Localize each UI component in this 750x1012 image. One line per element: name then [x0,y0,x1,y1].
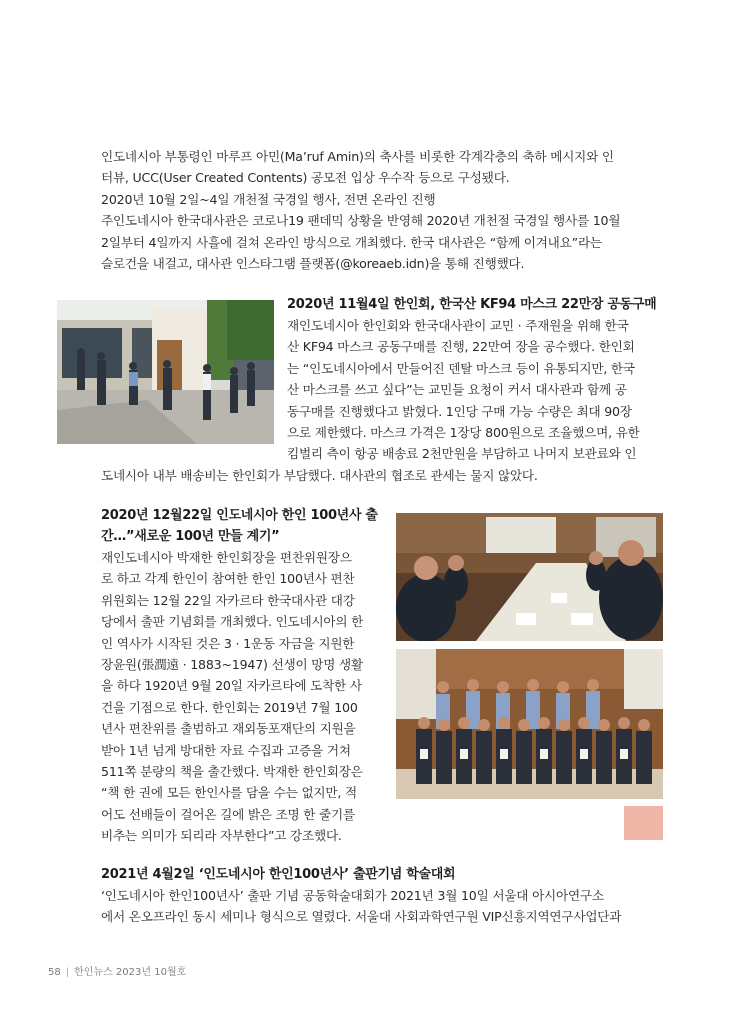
text-line: 511쪽 분량의 책을 출간했다. 박재한 한인회장은 [101,764,363,780]
section-heading-book [101,505,391,548]
text-line: 년사 편찬위를 출범하고 재외동포재단의 지원을 [101,721,356,737]
text-line: 을 하다 1920년 9월 20일 자카르타에 도착한 사 [101,678,362,694]
text-line: 인도네시아 부통령인 마루프 아민(Ma’ruf Amin)의 축사를 비롯한 각계각층의 축하 메시지와 인 [101,149,614,164]
text-line: 산 마스크를 쓰고 싶다”는 교민들 요청이 커서 대사관과 함께 공 [287,382,627,398]
text-line: 인 역사가 시작된 것은 3 · 1운동 자금을 지원한 [101,635,355,651]
text-line: 어도 선배들이 걸어온 길에 밝은 조명 한 줄기를 [101,806,355,822]
publication-name: 한인뉴스 2023년 10월호 [74,967,187,978]
text-line: 재인도네시아 한인회와 한국대사관이 교민 · 주재원을 위해 한국 [287,318,629,333]
text-line: 당에서 출판 기념회를 개최했다. 인도네시아의 한 [101,614,364,630]
committee-meeting-photo [396,513,663,641]
text-line: ‘인도네시아 한인100년사’ 출판 기념 공동학술대회가 2021년 3월 10일 서울대 아시아연구소 [101,888,604,903]
text-line: 에서 온오프라인 동시 세미나 형식으로 열렸다. 서울대 사회과학연구원 VIP신흥지역연구사업단과 [101,909,622,925]
heading-line: 2020년 12월22일 인도네시아 한인 100년사 출 [101,508,378,523]
mask-purchase-photo [57,300,274,444]
text-line: 동구매를 진행했다고 밝혔다. 1인당 구매 가능 수량은 최대 90장 [287,403,632,419]
text-line: 으로 제한했다. 마스크 가격은 1장당 800원으로 조율했으며, 유한 [287,425,640,441]
text-line: 슬로건을 내걸고, 대사관 인스타그램 플랫폼(@koreaeb.idn)을 통해 진행했다. [101,256,525,272]
group-photo [396,649,663,799]
intro-paragraph [101,146,663,274]
text-line: 받아 1년 넘게 방대한 자료 수집과 고증을 거쳐 [101,742,351,758]
text-line: “책 한 권에 모든 한인사를 담을 수는 없지만, 적 [101,785,357,801]
text-line: 터뷰, UCC(User Created Contents) 공모전 입상 우수작 등으로 구성됐다. [101,170,510,186]
subheading-line: 2020년 10월 2일~4일 개천절 국경일 행사, 전면 온라인 진행 [101,191,436,207]
text-line: 는 “인도네시아에서 만들어진 덴탈 마스크 등이 유통되지만, 한국 [287,360,635,376]
text-line: 산 KF94 마스크 공동구매를 진행, 22만여 장을 공수했다. 한인회 [287,339,635,355]
mask-paragraph-tail: 도네시아 내부 배송비는 한인회가 부담했다. 대사관의 협조로 관세는 물지 않았다. [101,468,538,483]
section-heading-seminar: 2021년 4월2일 ‘인도네시아 한인100년사’ 출판기념 학술대회 [101,867,456,882]
page-footer [48,963,186,978]
text-line: 비추는 의미가 되리라 자부한다”고 강조했다. [101,828,342,844]
text-line: 킴벌리 측이 항공 배송료 2천만원을 부담하고 나머지 보관료와 인 [287,446,637,462]
book-paragraph [101,547,384,847]
mask-paragraph [287,315,663,465]
text-line: 로 하고 각계 한인이 참여한 한인 100년사 편찬 [101,571,355,587]
footer-separator: | [65,967,70,978]
section-heading-mask: 2020년 11월4일 한인회, 한국산 KF94 마스크 22만장 공동구매 [287,297,657,312]
text-line: 재인도네시아 박재한 한인회장을 편찬위원장으 [101,550,352,565]
decorative-block [624,806,663,840]
text-line: 건을 기점으로 한다. 한인회는 2019년 7월 100 [101,699,358,715]
text-line: 주인도네시아 한국대사관은 코로나19 팬데믹 상황을 반영해 2020년 개천절 국경일 행사를 10월 [101,213,621,229]
seminar-paragraph [101,885,667,928]
text-line: 위원회는 12월 22일 자카르타 한국대사관 대강 [101,592,355,608]
page-number: 58 [48,967,61,978]
text-line: 장윤원(張潤遠 · 1883~1947) 선생이 망명 생활 [101,657,363,673]
heading-line: 간…”새로운 100년 만들 계기” [101,529,280,545]
text-line: 2일부터 4일까지 사흘에 걸쳐 온라인 방식으로 개최했다. 한국 대사관은 “함께 이겨내요”라는 [101,234,602,250]
